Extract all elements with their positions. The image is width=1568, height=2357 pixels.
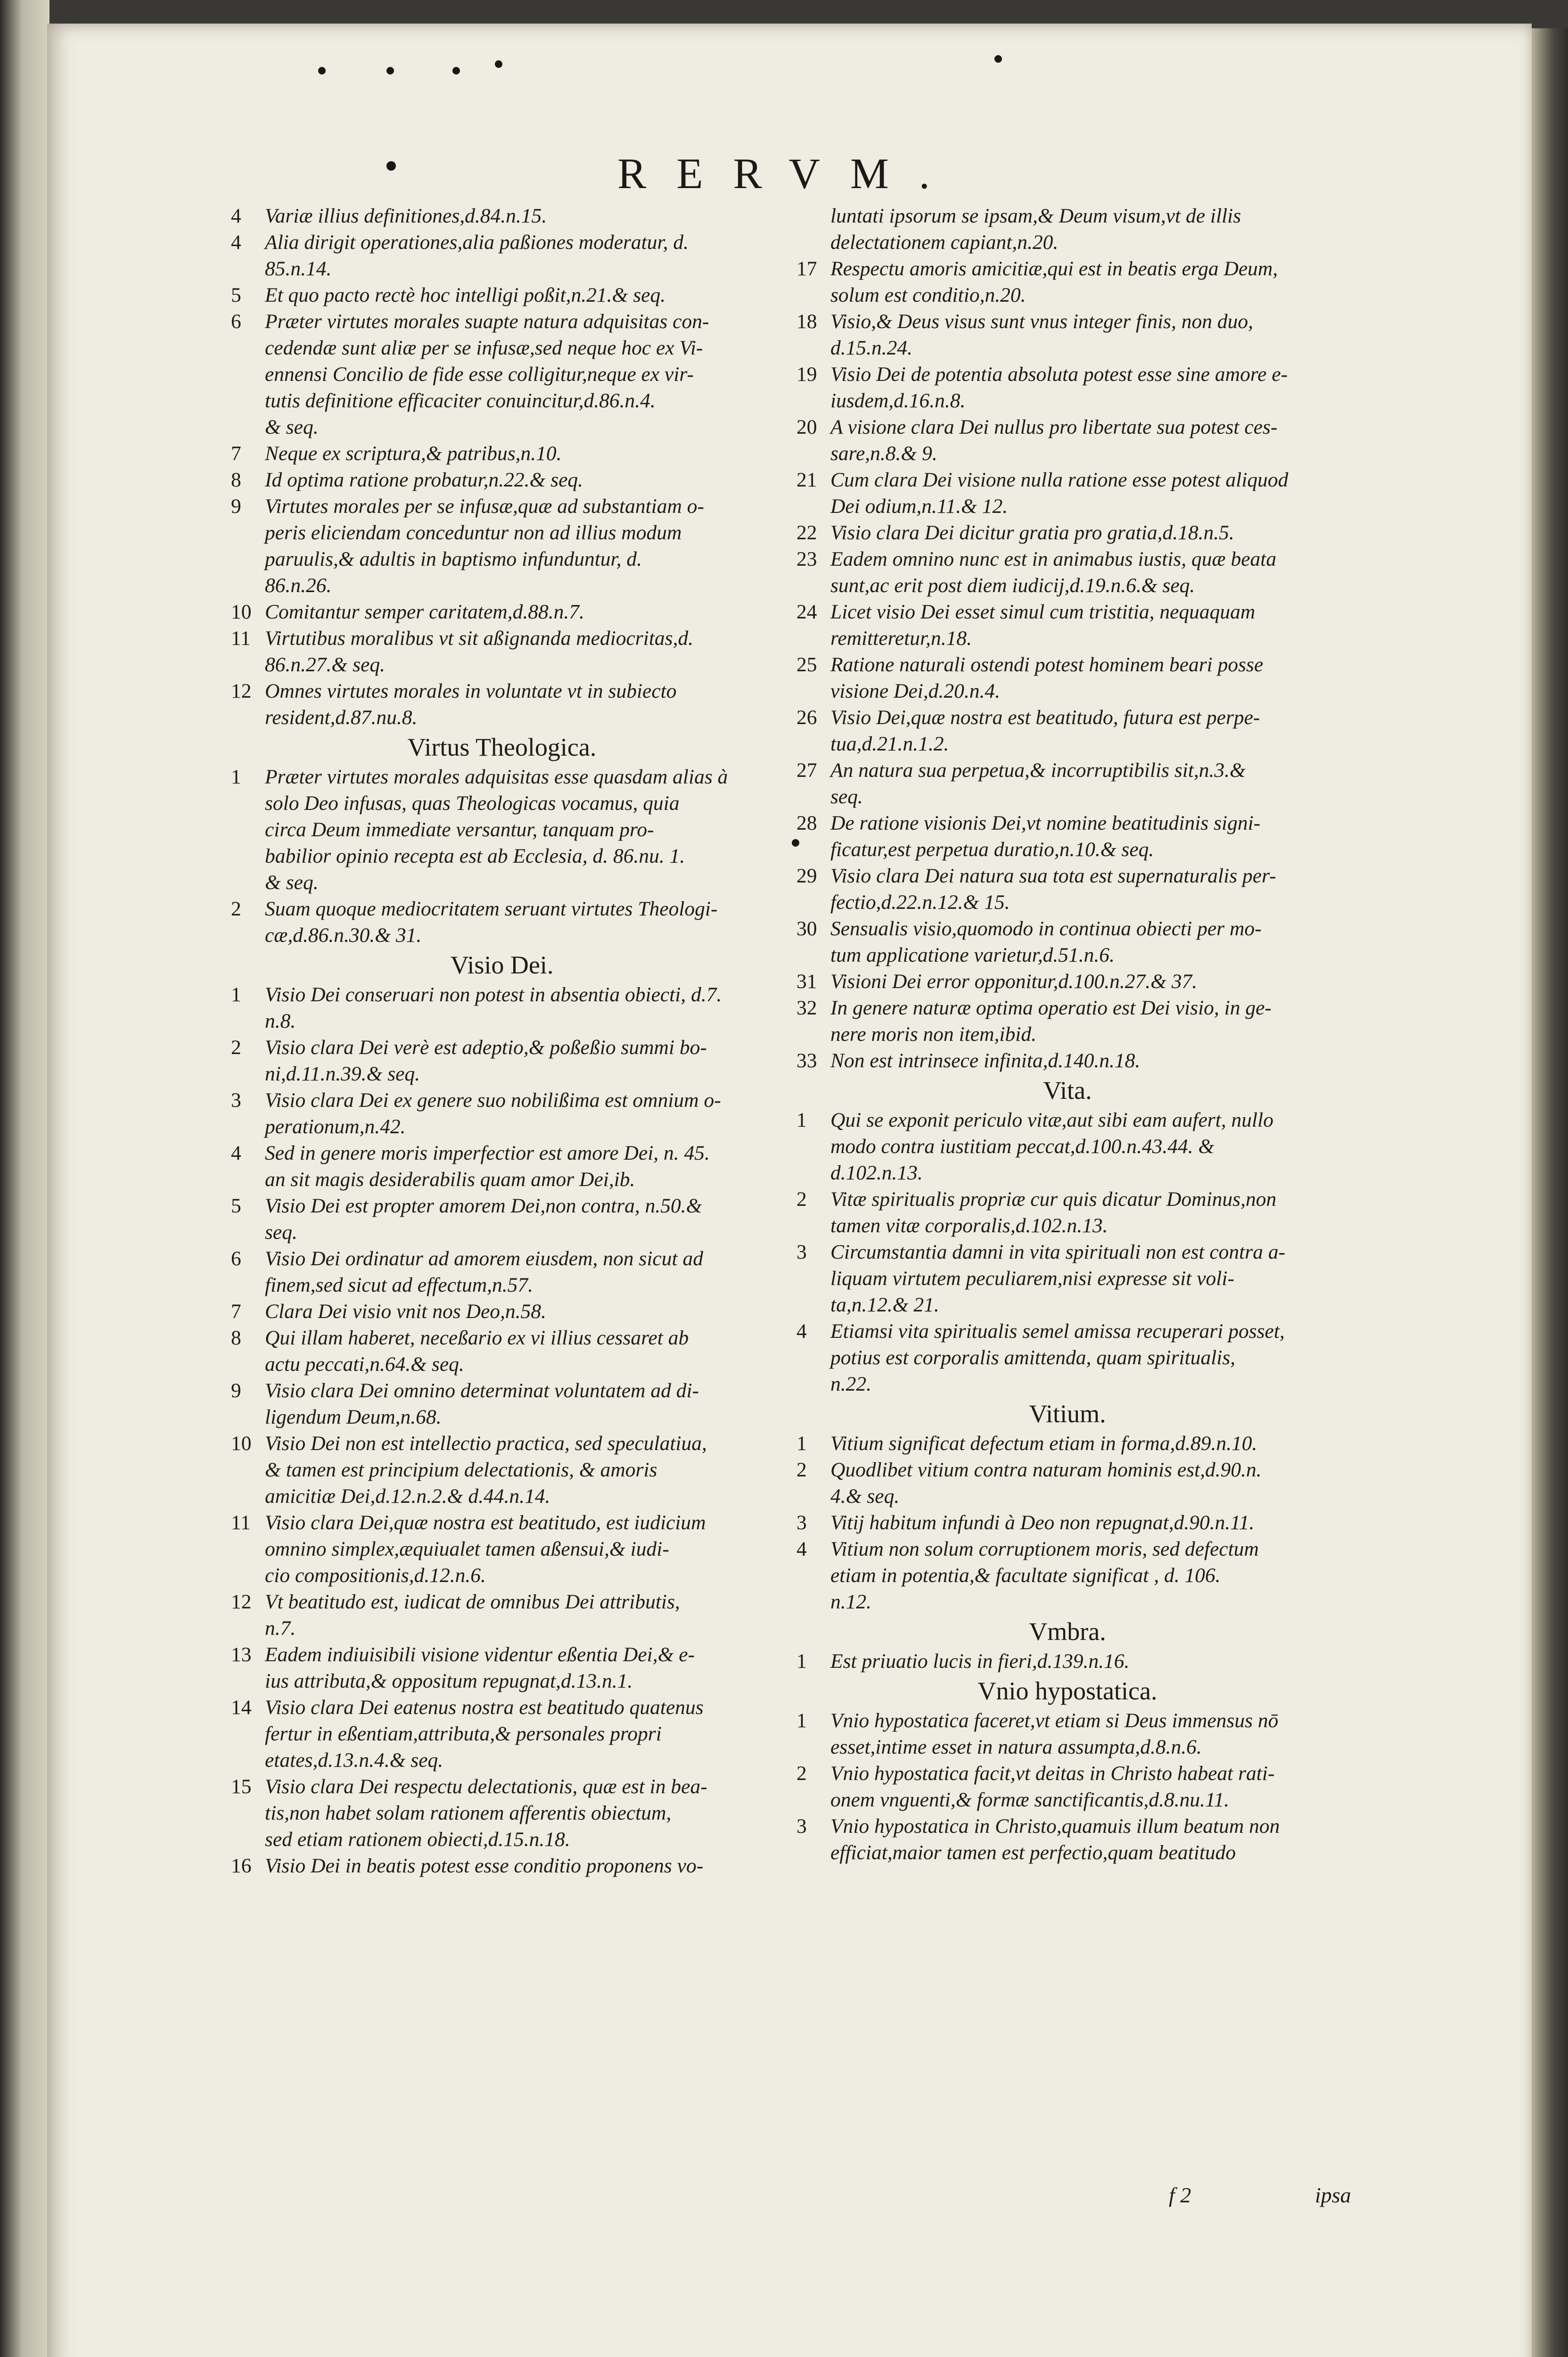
entry-number: 22 [796,521,817,544]
entry-number: 24 [796,601,817,623]
index-entry [231,493,773,599]
ink-spot [452,67,460,74]
ink-spot [386,161,396,171]
section-heading: Visio Dei. [450,951,554,979]
index-entry [796,968,1338,995]
entry-number: 31 [796,970,817,993]
entry-number: 9 [231,1379,241,1402]
entry-number: 2 [231,898,241,920]
entry-text: Vnio hypostatica facit,vt deitas in Christo habeat rati- onem vnguenti,& formæ sanctificantis,d.8.nu.11. [830,1762,1275,1811]
entry-number: 4 [796,1320,807,1343]
entry-text: Licet visio Dei esset simul cum tristitia, nequaquam remitteretur,n.18. [830,601,1256,650]
entry-text: Suam quoque mediocritatem seruant virtutes Theologi- cæ,d.86.n.30.& 31. [265,898,718,947]
entry-text: De ratione visionis Dei,vt nomine beatitudinis signi- ficatur,est perpetua duratio,n.10.& seq. [830,812,1261,861]
entry-number: 3 [796,1511,807,1534]
index-entry [796,651,1338,704]
entry-number: 11 [231,627,251,650]
entry-number: 18 [796,310,817,333]
index-entry [231,1430,773,1509]
entry-number: 2 [231,1036,241,1059]
entry-text: Eadem indiuisibili visione videntur eßentia Dei,& e- ius attributa,& oppositum repugnat,d.13.n.1. [265,1643,695,1692]
entry-number: 5 [231,1195,241,1217]
entry-text: Visio clara Dei,quæ nostra est beatitudo, est iudicium omnino simplex,æquiualet tamen aßensui,& iudi- cio compositionis,d.12.n.6. [265,1511,706,1587]
index-entry [231,896,773,948]
section-heading: Vita. [1043,1076,1092,1104]
entry-text: Visio Dei,quæ nostra est beatitudo, futura est perpe- tua,d.21.n.1.2. [830,706,1260,755]
index-entry [231,1245,773,1298]
ink-spot [386,67,394,74]
index-entry [796,1318,1338,1397]
entry-text: Visioni Dei error opponitur,d.100.n.27.& 37. [830,970,1198,993]
index-entry [231,229,773,282]
entry-number: 30 [796,917,817,940]
entry-text: Variæ illius definitiones,d.84.n.15. [265,205,547,227]
entry-text: Præter virtutes morales adquisitas esse quasdam alias à solo Deo infusas, quas Theologicas vocamus, quia circa Deum immediate versantur, tanquam pro- babilior opinio recepta est ab Ecclesia, d. 86.nu. 1. & seq. [265,766,728,894]
catchword: ipsa [1315,2183,1351,2207]
index-entry [231,1509,773,1589]
entry-text: Clara Dei visio vnit nos Deo,n.58. [265,1300,546,1323]
index-entry [796,1813,1338,1866]
index-entry [796,1509,1338,1536]
ink-spot [994,55,1002,63]
entry-number: 3 [796,1815,807,1838]
entry-number: 6 [231,1247,241,1270]
entry-text: Visio clara Dei natura sua tota est supernaturalis per- fectio,d.22.n.12.& 15. [830,865,1276,914]
entry-text: Vnio hypostatica in Christo,quamuis illum beatum non efficiat,maior tamen est perfectio,quam beatitudo [830,1815,1280,1864]
index-entry [231,599,773,625]
index-entry [796,810,1338,863]
entry-text: Virtutibus moralibus vt sit aßignanda mediocritas,d. 86.n.27.& seq. [265,627,694,676]
entry-number: 2 [796,1459,807,1481]
entry-number: 12 [231,680,252,702]
entry-text: Præter virtutes morales suapte natura adquisitas con- cedendæ sunt aliæ per se infusæ,sed neque hoc ex Vi- ennensi Concilio de fide esse colligitur,neque ex vir- tutis definitione efficaciter conuincitur,d.86.n.4. & seq. [265,310,709,438]
entry-text: Respectu amoris amicitiæ,qui est in beatis erga Deum, solum est conditio,n.20. [830,257,1278,306]
entry-text: Visio Dei in beatis potest esse conditio proponens vo- [265,1854,704,1877]
entry-text: Neque ex scriptura,& patribus,n.10. [265,442,562,465]
index-entry [231,1377,773,1430]
entry-number: 8 [231,1327,241,1349]
entry-text: Est priuatio lucis in fieri,d.139.n.16. [830,1650,1130,1673]
entry-number: 10 [231,1432,252,1455]
index-entry [231,1298,773,1325]
entry-number: 20 [796,416,817,438]
entry-text: Visio clara Dei ex genere suo nobilißima est omnium o- perationum,n.42. [265,1089,721,1138]
entry-number: 32 [796,997,817,1019]
entry-number: 2 [796,1762,807,1785]
index-entry [796,1760,1338,1813]
entry-text: luntati ipsorum se ipsam,& Deum visum,vt de illis delectationem capiant,n.20. [830,205,1241,254]
entry-text: Visio Dei est propter amorem Dei,non contra, n.50.& seq. [265,1195,702,1244]
index-entry [796,1536,1338,1615]
entry-text: Ratione naturali ostendi potest hominem beari posse visione Dei,d.20.n.4. [830,653,1264,702]
signature-mark: f 2 [1169,2183,1191,2207]
entry-text: Visio,& Deus visus sunt vnus integer finis, non duo, d.15.n.24. [830,310,1253,359]
entry-number: 4 [796,1538,807,1560]
index-entry [796,995,1338,1047]
entry-text: Visio clara Dei omnino determinat voluntatem ad di- ligendum Deum,n.68. [265,1379,699,1428]
entry-text: Visio Dei de potentia absoluta potest esse sine amore e- iusdem,d.16.n.8. [830,363,1288,412]
entry-text: Vitij habitum infundi à Deo non repugnat,d.90.n.11. [830,1511,1255,1534]
entry-text: Vitium non solum corruptionem moris, sed defectum etiam in potentia,& facultate significat , d. 106. n.12. [830,1538,1259,1613]
entry-number: 3 [231,1089,241,1112]
entry-number: 2 [796,1188,807,1211]
index-entry [796,915,1338,968]
index-entry [796,519,1338,546]
index-entry [231,625,773,678]
entry-number: 21 [796,469,817,491]
entry-number: 19 [796,363,817,386]
index-entry [796,308,1338,361]
entry-number: 6 [231,310,241,333]
entry-number: 26 [796,706,817,729]
entry-number: 29 [796,865,817,887]
entry-number: 10 [231,601,252,623]
entry-text: Vnio hypostatica faceret,vt etiam si Deus immensus nō esset,intime esset in natura assumpta,d.8.n.6. [830,1709,1279,1758]
entry-number: 9 [231,495,241,518]
entry-text: In genere naturæ optima operatio est Dei visio, in ge- nere moris non item,ibid. [830,997,1272,1046]
ink-spot [318,67,326,74]
index-entry [796,757,1338,810]
index-entry [796,1239,1338,1318]
index-entry [231,678,773,731]
entry-number: 5 [231,284,241,306]
index-entry [796,467,1338,519]
entry-text: Etiamsi vita spiritualis semel amissa recuperari posset, potius est corporalis amittenda, quam spiritualis, n.22. [830,1320,1285,1395]
index-entry [231,308,773,440]
index-entry [231,1087,773,1140]
index-entry [796,704,1338,757]
entry-number: 1 [796,1650,807,1673]
book-edge [1532,28,1568,2357]
index-entry [796,1107,1338,1186]
entry-number: 1 [796,1432,807,1455]
entry-number: 1 [231,766,241,788]
index-entry [796,414,1338,467]
entry-number: 15 [231,1775,252,1798]
entry-number: 7 [231,1300,241,1323]
index-entry [231,1140,773,1193]
section-heading: Vmbra. [1029,1617,1106,1646]
index-entry [231,1853,773,1879]
entry-text: Non est intrinsece infinita,d.140.n.18. [830,1049,1141,1072]
entry-text: Sensualis visio,quomodo in continua obiecti per mo- tum applicatione varietur,d.51.n.6. [830,917,1262,966]
entry-text: An natura sua perpetua,& incorruptibilis sit,n.3.& seq. [830,759,1246,808]
entry-number: 28 [796,812,817,834]
entry-number: 12 [231,1591,252,1613]
entry-text: Eadem omnino nunc est in animabus iustis, quæ beata sunt,ac erit post diem iudicij,d.19.n.6.& seq. [830,548,1277,597]
entry-text: Visio clara Dei respectu delectationis, quæ est in bea- tis,non habet solam rationem afferentis obiectum, sed etiam rationem obiecti,d.15.n.18. [265,1775,707,1851]
index-entry [796,203,1338,255]
index-entry [796,546,1338,599]
entry-number: 1 [796,1709,807,1732]
entry-number: 4 [231,1142,241,1164]
index-entry [231,440,773,467]
index-entry [231,282,773,308]
entry-number: 16 [231,1854,252,1877]
ink-spot [495,60,502,68]
index-entry [231,467,773,493]
index-column-left [231,203,773,1879]
entry-text: Virtutes morales per se infusæ,quæ ad substantiam o- peris eliciendam conceduntur non ad illius modum paruulis,& adultis in baptismo infunduntur, d. 86.n.26. [265,495,705,597]
entry-number: 13 [231,1643,252,1666]
entry-number: 33 [796,1049,817,1072]
entry-number: 11 [231,1511,251,1534]
entry-number: 25 [796,653,817,676]
index-entry [231,1773,773,1853]
entry-text: Visio clara Dei eatenus nostra est beatitudo quatenus fertur in eßentiam,attributa,& personales propri etates,d.13.n.4.& seq. [265,1696,704,1772]
running-header: RERVM. [617,149,960,198]
index-entry [796,1430,1338,1457]
index-column-right [796,203,1338,1866]
entry-text: Alia dirigit operationes,alia paßiones moderatur, d. 85.n.14. [265,231,689,280]
entry-number: 7 [231,442,241,465]
entry-text: Id optima ratione probatur,n.22.& seq. [265,469,583,491]
entry-number: 17 [796,257,817,280]
index-entry [796,863,1338,915]
entry-number: 4 [231,205,241,227]
entry-text: Qui se exponit periculo vitæ,aut sibi eam aufert, nullo modo contra iustitiam peccat,d.100.n.43.44. & d.102.n.13. [830,1109,1273,1184]
index-entry [796,1457,1338,1509]
entry-text: Visio clara Dei verè est adeptio,& poßeßio summi bo- ni,d.11.n.39.& seq. [265,1036,707,1085]
section-heading: Virtus Theologica. [407,733,597,761]
index-entry [796,599,1338,651]
index-entry [796,1707,1338,1760]
entry-number: 23 [796,548,817,570]
entry-number: 3 [796,1241,807,1263]
section-heading: Vitium. [1029,1400,1106,1428]
index-entry [231,1193,773,1245]
index-entry [231,203,773,229]
entry-text: Vitium significat defectum etiam in forma,d.89.n.10. [830,1432,1257,1455]
index-entry [231,1589,773,1641]
entry-number: 1 [231,983,241,1006]
entry-number: 8 [231,469,241,491]
entry-text: Vt beatitudo est, iudicat de omnibus Dei attributis, n.7. [265,1591,680,1640]
section-heading: Vnio hypostatica. [977,1677,1158,1705]
entry-text: Vitæ spiritualis propriæ cur quis dicatur Dominus,non tamen vitæ corporalis,d.102.n.13. [830,1188,1277,1237]
entry-text: Qui illam haberet, neceßario ex vi illius cessaret ab actu peccati,n.64.& seq. [265,1327,689,1376]
entry-text: Comitantur semper caritatem,d.88.n.7. [265,601,584,623]
index-entry [796,1186,1338,1239]
index-entry [796,1047,1338,1074]
entry-text: Et quo pacto rectè hoc intelligi poßit,n.21.& seq. [265,284,666,306]
entry-number: 27 [796,759,817,782]
entry-text: Sed in genere moris imperfectior est amore Dei, n. 45. an sit magis desiderabilis quam amor Dei,ib. [265,1142,710,1191]
index-entry [231,981,773,1034]
index-entry [231,764,773,896]
adjacent-page-edge [0,0,49,2357]
entry-text: Visio Dei conseruari non potest in absentia obiecti, d.7. n.8. [265,983,722,1032]
index-entry [231,1694,773,1773]
index-entry [231,1034,773,1087]
entry-text: Omnes virtutes morales in voluntate vt in subiecto resident,d.87.nu.8. [265,680,677,729]
entry-text: Quodlibet vitium contra naturam hominis est,d.90.n. 4.& seq. [830,1459,1262,1508]
entry-number: 4 [231,231,241,254]
index-entry [796,1648,1338,1674]
entry-text: Visio clara Dei dicitur gratia pro gratia,d.18.n.5. [830,521,1234,544]
index-entry [231,1325,773,1377]
entry-text: Visio Dei ordinatur ad amorem eiusdem, non sicut ad finem,sed sicut ad effectum,n.57. [265,1247,703,1296]
entry-number: 1 [796,1109,807,1131]
index-entry [231,1641,773,1694]
index-entry [796,361,1338,414]
entry-number: 14 [231,1696,252,1719]
index-entry [796,255,1338,308]
entry-text: Cum clara Dei visione nulla ratione esse potest aliquod Dei odium,n.11.& 12. [830,469,1289,518]
entry-text: A visione clara Dei nullus pro libertate sua potest ces- sare,n.8.& 9. [830,416,1278,465]
entry-text: Visio Dei non est intellectio practica, sed speculatiua, & tamen est principium delectationis, & amoris amicitiæ Dei,d.12.n.2.& d.44.n.14. [265,1432,707,1508]
entry-text: Circumstantia damni in vita spirituali non est contra a- liquam virtutem peculiarem,nisi expresse sit voli- ta,n.12.& 21. [830,1241,1286,1316]
